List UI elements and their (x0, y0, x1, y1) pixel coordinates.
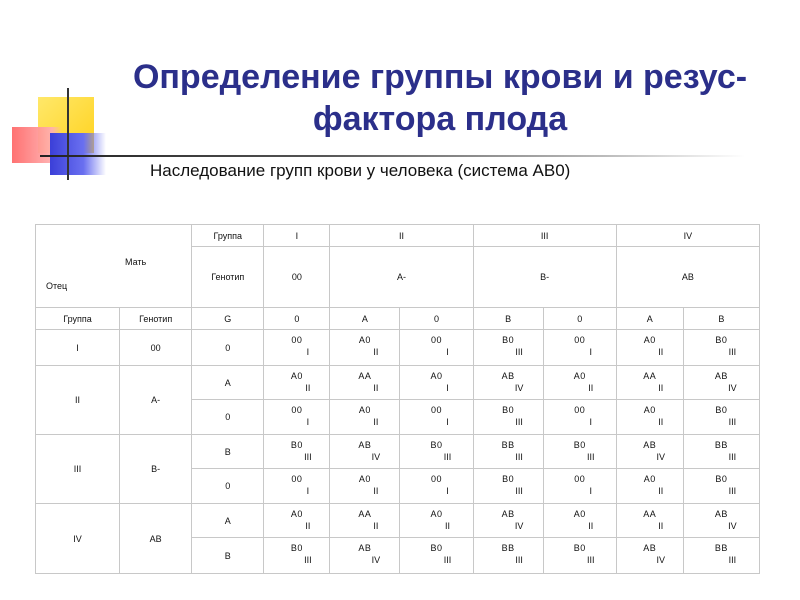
father-genotype: 00 (120, 330, 192, 366)
offspring-blood-group: I (306, 347, 310, 357)
offspring-genotype: A0 (643, 474, 656, 484)
offspring-genotype: AB (714, 371, 728, 381)
offspring-blood-group: IV (656, 555, 666, 565)
offspring-cell (264, 366, 330, 400)
header-genotype-label: Генотип (192, 247, 264, 308)
offspring-cell (400, 538, 473, 574)
offspring-cell (264, 469, 330, 504)
title-divider (40, 155, 745, 157)
offspring-cell (683, 435, 759, 469)
offspring-cell (473, 504, 543, 538)
offspring-blood-group: IV (371, 452, 381, 462)
offspring-genotype: B0 (715, 474, 728, 484)
offspring-cell (330, 366, 400, 400)
offspring-blood-group: II (658, 521, 664, 531)
father-genotype: A- (120, 366, 192, 435)
offspring-cell (330, 538, 400, 574)
offspring-blood-group: II (658, 417, 664, 427)
offspring-blood-group: IV (514, 521, 524, 531)
mother-group-II: II (330, 225, 473, 247)
offspring-cell (683, 366, 759, 400)
offspring-cell (473, 366, 543, 400)
offspring-cell (616, 538, 683, 574)
offspring-genotype: B0 (502, 335, 515, 345)
father-genotype-header: Генотип (120, 308, 192, 330)
offspring-cell (616, 330, 683, 366)
father-genotype: B- (120, 435, 192, 504)
offspring-cell (543, 469, 616, 504)
offspring-cell (330, 504, 400, 538)
offspring-cell (683, 400, 759, 435)
offspring-genotype: A0 (573, 509, 586, 519)
offspring-blood-group: II (373, 486, 379, 496)
offspring-cell (400, 366, 473, 400)
offspring-genotype: 00 (431, 405, 443, 415)
offspring-cell (330, 400, 400, 435)
offspring-cell (683, 469, 759, 504)
table-corner (36, 225, 192, 308)
offspring-blood-group: II (658, 383, 664, 393)
offspring-cell (330, 435, 400, 469)
table-row (36, 366, 760, 400)
offspring-genotype: 00 (291, 405, 303, 415)
offspring-cell (543, 504, 616, 538)
mother-gamete: B (473, 308, 543, 330)
offspring-blood-group: III (304, 452, 312, 462)
table-row (36, 435, 760, 469)
slide-subtitle: Наследование групп крови у человека (система АВ0) (150, 161, 571, 180)
table-row (36, 504, 760, 538)
offspring-cell (473, 330, 543, 366)
offspring-blood-group: I (306, 486, 310, 496)
offspring-blood-group: IV (371, 555, 381, 565)
offspring-genotype: A0 (290, 509, 303, 519)
offspring-blood-group: II (373, 347, 379, 357)
father-genotype: AB (120, 504, 192, 574)
offspring-genotype: A0 (358, 474, 371, 484)
offspring-genotype: A0 (430, 371, 443, 381)
offspring-genotype: A0 (290, 371, 303, 381)
logo-vertical-line (67, 88, 69, 180)
offspring-cell (473, 469, 543, 504)
offspring-genotype: AA (358, 371, 372, 381)
table-row (36, 330, 760, 366)
father-gamete: B (192, 435, 264, 469)
offspring-blood-group: III (515, 486, 523, 496)
offspring-blood-group: II (373, 521, 379, 531)
offspring-blood-group: III (304, 555, 312, 565)
offspring-cell (330, 469, 400, 504)
offspring-blood-group: III (586, 555, 595, 565)
offspring-blood-group: III (515, 555, 523, 565)
offspring-blood-group: II (445, 521, 451, 531)
mother-group-I: I (264, 225, 330, 247)
offspring-cell (400, 435, 473, 469)
offspring-blood-group: III (515, 417, 523, 427)
offspring-genotype: A0 (358, 405, 371, 415)
offspring-genotype: B0 (573, 543, 586, 553)
father-gamete: 0 (192, 469, 264, 504)
offspring-genotype: 00 (574, 405, 586, 415)
mother-gamete: A (330, 308, 400, 330)
offspring-genotype: B0 (290, 440, 303, 450)
offspring-cell (264, 504, 330, 538)
offspring-genotype: 00 (291, 474, 303, 484)
offspring-cell (683, 330, 759, 366)
logo-blue-square (50, 133, 106, 175)
offspring-blood-group: II (658, 347, 664, 357)
offspring-blood-group: I (446, 486, 449, 496)
offspring-blood-group: III (443, 555, 452, 565)
offspring-cell (616, 366, 683, 400)
offspring-genotype: AB (501, 509, 515, 519)
offspring-blood-group: II (305, 521, 311, 531)
mother-group-III: III (473, 225, 616, 247)
offspring-blood-group: III (728, 347, 737, 357)
offspring-blood-group: II (588, 521, 594, 531)
slide-title: Определение группы крови и резус-фактора плода (132, 58, 748, 138)
mother-genotype-A: A- (330, 247, 473, 308)
offspring-cell (473, 400, 543, 435)
offspring-blood-group: I (589, 347, 592, 357)
offspring-genotype: 00 (431, 474, 443, 484)
offspring-genotype: BB (501, 543, 515, 553)
offspring-genotype: AB (643, 440, 657, 450)
offspring-cell (264, 400, 330, 435)
offspring-genotype: B0 (502, 405, 515, 415)
offspring-blood-group: II (588, 383, 594, 393)
offspring-genotype: AA (643, 371, 657, 381)
father-group: III (36, 435, 120, 504)
offspring-genotype: AB (714, 509, 728, 519)
offspring-genotype: B0 (573, 440, 586, 450)
offspring-genotype: A0 (643, 335, 656, 345)
offspring-cell (616, 435, 683, 469)
father-gamete: 0 (192, 330, 264, 366)
father-gamete: A (192, 504, 264, 538)
offspring-blood-group: I (589, 417, 592, 427)
father-group: II (36, 366, 120, 435)
offspring-genotype: B0 (715, 335, 728, 345)
offspring-cell (473, 435, 543, 469)
corner-father-label: Отец (46, 281, 68, 291)
offspring-cell (400, 504, 473, 538)
offspring-genotype: BB (501, 440, 515, 450)
offspring-genotype: 00 (431, 335, 443, 345)
offspring-blood-group: II (373, 383, 379, 393)
offspring-blood-group: II (658, 486, 664, 496)
offspring-genotype: B0 (502, 474, 515, 484)
offspring-genotype: 00 (574, 474, 586, 484)
offspring-cell (543, 400, 616, 435)
offspring-genotype: A0 (573, 371, 586, 381)
mother-gamete: 0 (264, 308, 330, 330)
offspring-blood-group: III (728, 452, 737, 462)
offspring-blood-group: I (446, 347, 449, 357)
offspring-genotype: B0 (290, 543, 303, 553)
gamete-header: G (192, 308, 264, 330)
father-gamete: A (192, 366, 264, 400)
offspring-cell (400, 400, 473, 435)
offspring-blood-group: I (446, 417, 449, 427)
offspring-blood-group: III (443, 452, 452, 462)
offspring-blood-group: I (306, 417, 310, 427)
offspring-genotype: AB (358, 543, 372, 553)
offspring-genotype: B0 (430, 440, 443, 450)
offspring-blood-group: III (515, 347, 523, 357)
offspring-genotype: A0 (430, 509, 443, 519)
offspring-blood-group: III (728, 417, 737, 427)
father-gamete: B (192, 538, 264, 574)
offspring-cell (543, 330, 616, 366)
offspring-blood-group: II (305, 383, 311, 393)
offspring-genotype: 00 (291, 335, 303, 345)
offspring-blood-group: IV (514, 383, 524, 393)
offspring-cell (543, 435, 616, 469)
offspring-genotype: AB (501, 371, 515, 381)
offspring-blood-group: I (589, 486, 592, 496)
offspring-blood-group: I (446, 383, 449, 393)
offspring-genotype: 00 (574, 335, 586, 345)
offspring-blood-group: IV (728, 521, 737, 531)
offspring-blood-group: II (373, 417, 379, 427)
offspring-cell (683, 504, 759, 538)
offspring-cell (543, 538, 616, 574)
offspring-blood-group: IV (656, 452, 666, 462)
offspring-cell (616, 400, 683, 435)
offspring-genotype: AB (643, 543, 657, 553)
offspring-genotype: BB (714, 543, 728, 553)
offspring-genotype: B0 (715, 405, 728, 415)
offspring-genotype: A0 (358, 335, 371, 345)
offspring-cell (473, 538, 543, 574)
father-group-header: Группа (36, 308, 120, 330)
mother-gamete: 0 (543, 308, 616, 330)
offspring-blood-group: III (586, 452, 595, 462)
father-group: I (36, 330, 120, 366)
blood-group-table (35, 224, 760, 574)
offspring-cell (400, 469, 473, 504)
corner-mother-label: Мать (124, 257, 147, 267)
offspring-cell (616, 469, 683, 504)
mother-genotype-AB: AB (616, 247, 759, 308)
mother-group-IV: IV (616, 225, 759, 247)
offspring-genotype: AA (643, 509, 657, 519)
mother-gamete: 0 (400, 308, 473, 330)
offspring-cell (616, 504, 683, 538)
offspring-cell (264, 330, 330, 366)
offspring-cell (543, 366, 616, 400)
father-gamete: 0 (192, 400, 264, 435)
father-group: IV (36, 504, 120, 574)
offspring-blood-group: IV (728, 383, 737, 393)
mother-genotype-00: 00 (264, 247, 330, 308)
offspring-cell (330, 330, 400, 366)
offspring-cell (264, 538, 330, 574)
header-group-label: Группа (192, 225, 264, 247)
offspring-cell (400, 330, 473, 366)
offspring-genotype: AB (358, 440, 372, 450)
mother-gamete: B (683, 308, 759, 330)
mother-gamete: A (616, 308, 683, 330)
offspring-cell (683, 538, 759, 574)
offspring-blood-group: III (728, 555, 737, 565)
offspring-genotype: BB (714, 440, 728, 450)
offspring-cell (264, 435, 330, 469)
mother-genotype-B: B- (473, 247, 616, 308)
offspring-genotype: A0 (643, 405, 656, 415)
offspring-blood-group: III (515, 452, 523, 462)
offspring-blood-group: III (728, 486, 737, 496)
offspring-genotype: B0 (430, 543, 443, 553)
offspring-genotype: AA (358, 509, 372, 519)
